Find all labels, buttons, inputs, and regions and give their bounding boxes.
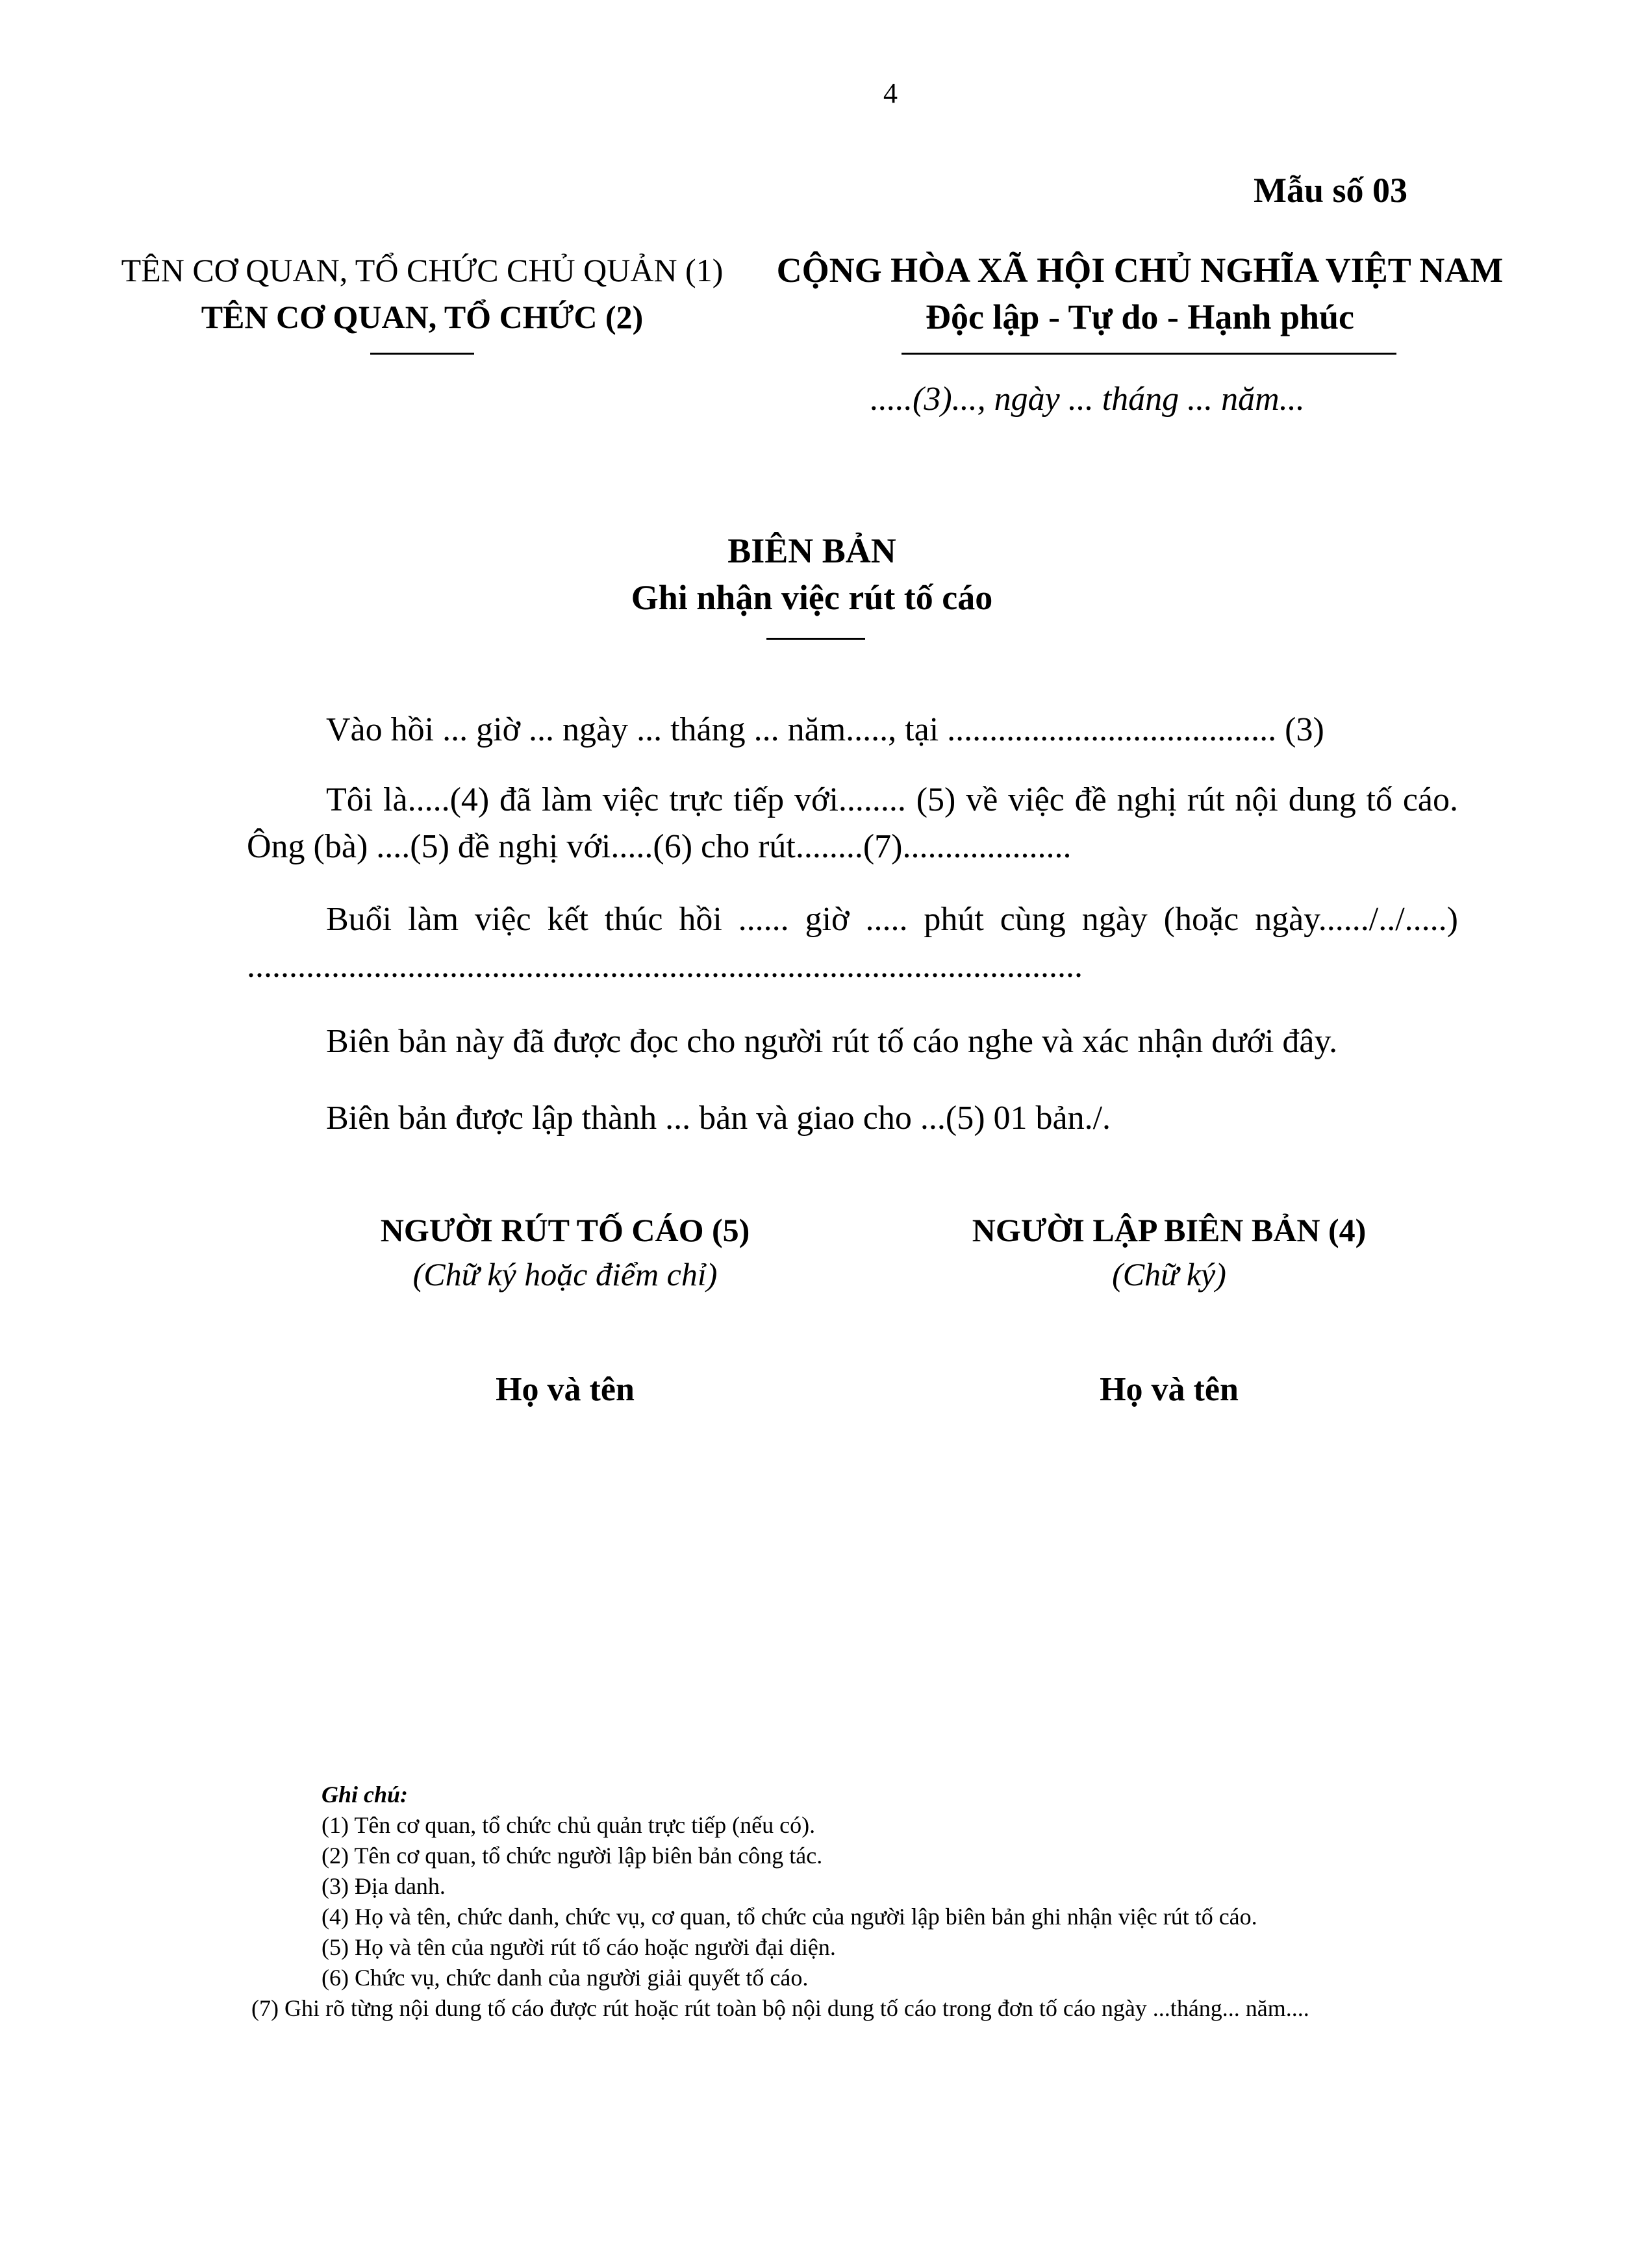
signer-note: (Chữ ký) [1112,1256,1226,1292]
signer-title: NGƯỜI RÚT TỐ CÁO (5) [380,1212,750,1248]
footnote-item: (5) Họ và tên của người rút tố cáo hoặc người đại diện. [322,1934,836,1960]
agency-name: TÊN CƠ QUAN, TỔ CHỨC (2) [201,299,644,335]
footnote-item: (1) Tên cơ quan, tổ chức chủ quản trực tiếp (nếu có). [322,1812,816,1838]
motto-underline [902,353,1396,355]
signature-block-complainant [305,1208,825,1296]
footnotes [251,1780,1468,2024]
body-paragraph-2: Tôi là.....(4) đã làm việc trực tiếp với........ (5) về việc đề nghị rút nội dung tố cáo. Ông (bà) ....(5) đề nghị với.....(6) cho rút........(7).................... [247,781,1458,865]
national-title: CỘNG HÒA XÃ HỘI CHỦ NGHĨA VIỆT NAM [776,251,1504,290]
document-type: BIÊN BẢN [727,531,896,570]
footnote-item: (2) Tên cơ quan, tổ chức người lập biên bản công tác. [322,1843,823,1869]
footnote-item: (4) Họ và tên, chức danh, chức vụ, cơ quan, tổ chức của người lập biên bản ghi nhận việc rút tố cáo. [322,1904,1257,1930]
signer-title: NGƯỜI LẬP BIÊN BẢN (4) [972,1212,1367,1248]
national-header [740,247,1539,340]
signer-name-recorder: Họ và tên [1100,1371,1239,1408]
signer-name-complainant: Họ và tên [496,1371,635,1408]
body-paragraph-1: Vào hồi ... giờ ... ngày ... tháng ... năm....., tại ....................................... (3) [326,711,1324,748]
page-number: 4 [883,77,898,109]
body-paragraph-4: Biên bản này đã được đọc cho người rút tố cáo nghe và xác nhận dưới đây. [326,1023,1338,1060]
document-subject: Ghi nhận việc rút tố cáo [631,578,993,617]
signer-note: (Chữ ký hoặc điểm chỉ) [412,1256,718,1292]
footnote-item: (3) Địa danh. [322,1873,446,1899]
signature-block-recorder [909,1208,1429,1296]
footnotes-title: Ghi chú: [322,1782,409,1808]
body-paragraph-5: Biên bản được lập thành ... bản và giao cho ...(5) 01 bản./. [326,1100,1111,1137]
agency-underline [370,353,474,355]
parent-agency-name: TÊN CƠ QUAN, TỔ CHỨC CHỦ QUẢN (1) [121,252,724,288]
footnote-item: (6) Chức vụ, chức danh của người giải quyết tố cáo. [322,1965,809,1991]
footnote-item: (7) Ghi rõ từng nội dung tố cáo được rút hoặc rút toàn bộ nội dung tố cáo trong đơn tố cáo ngày ...tháng... năm.... [251,1995,1309,2021]
national-motto: Độc lập - Tự do - Hạnh phúc [925,297,1355,336]
title-underline [766,638,865,640]
form-number: Mẫu số 03 [1254,171,1408,210]
place-and-date: .....(3)..., ngày ... tháng ... năm... [870,381,1305,418]
issuing-agency-header [97,247,747,340]
document-title [520,527,1104,621]
body-paragraph-3: Buổi làm việc kết thúc hồi ...... giờ ..... phút cùng ngày (hoặc ngày....../../.....) ................................................................................................... [247,901,1458,985]
